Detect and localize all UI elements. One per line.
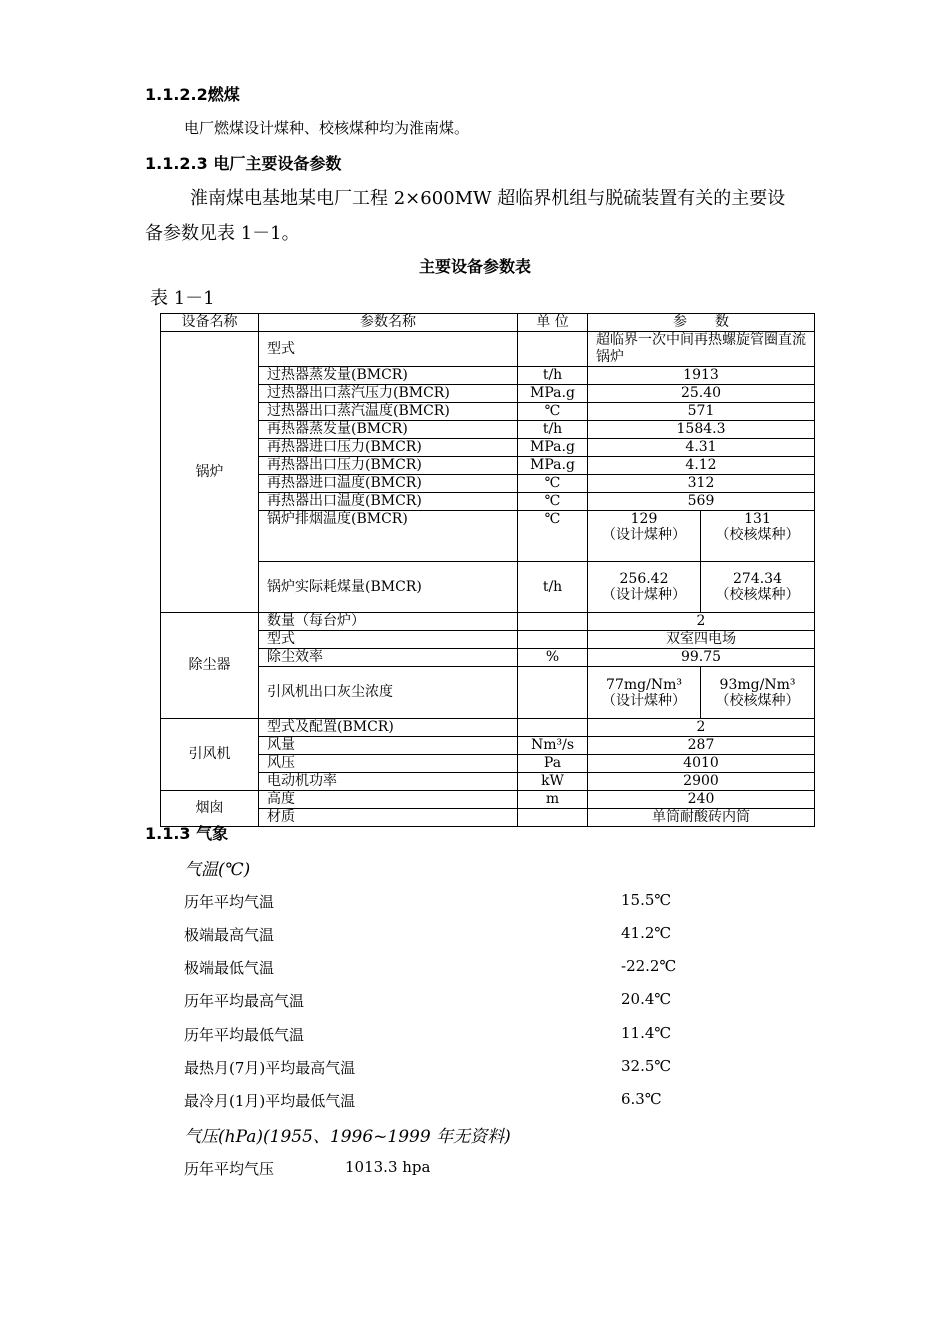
param-cell: 数量（每台炉） (259, 613, 518, 631)
unit-cell: ℃ (518, 493, 588, 511)
weather-value: 32.5℃ (621, 1057, 672, 1075)
table-row (161, 332, 815, 367)
param-cell: 型式 (259, 631, 518, 649)
value-note: （设计煤种） (602, 587, 686, 603)
param-cell: 除尘效率 (259, 649, 518, 667)
param-cell: 型式及配置(BMCR) (259, 719, 518, 737)
param-cell: 电动机功率 (259, 773, 518, 791)
value-note: （校核煤种） (715, 527, 800, 543)
unit-cell: MPa.g (518, 457, 588, 475)
unit-cell: MPa.g (518, 439, 588, 457)
unit-cell: kW (518, 773, 588, 791)
table-row (161, 667, 815, 719)
weather-value: 20.4℃ (621, 990, 672, 1008)
weather-label: 历年平均最高气温 (184, 992, 305, 1010)
param-cell: 引风机出口灰尘浓度 (259, 667, 518, 719)
value-cell-check (701, 562, 815, 613)
param-cell: 型式 (259, 332, 518, 367)
unit-cell: m (518, 791, 588, 809)
value-cell-design (588, 667, 701, 719)
table-row (161, 737, 815, 755)
value-cell-design (588, 562, 701, 613)
pressure-value: 1013.3 hpa (345, 1158, 431, 1176)
equipment-induced-fan: 引风机 (161, 719, 259, 791)
table-row (161, 649, 815, 667)
value-cell: 4.12 (588, 457, 815, 475)
value-cell: 2 (588, 613, 815, 631)
table-row (161, 403, 815, 421)
weather-value: 15.5℃ (621, 891, 672, 909)
unit-cell: ℃ (518, 511, 588, 562)
fuel-paragraph: 电厂燃煤设计煤种、校核煤种均为淮南煤。 (184, 119, 470, 137)
equipment-paragraph-line1: 淮南煤电基地某电厂工程 2×600MW 超临界机组与脱硫装置有关的主要设 (190, 188, 786, 209)
value-cell: 双室四电场 (588, 631, 815, 649)
table-row (161, 421, 815, 439)
table-row (161, 773, 815, 791)
param-cell: 再热器进口压力(BMCR) (259, 439, 518, 457)
pressure-label: 历年平均气压 (184, 1160, 275, 1178)
unit-cell: MPa.g (518, 385, 588, 403)
unit-cell (518, 613, 588, 631)
value-cell: 单筒耐酸砖内筒 (588, 809, 815, 827)
param-cell: 过热器蒸发量(BMCR) (259, 367, 518, 385)
value-cell-check (701, 667, 815, 719)
value-cell: 超临界一次中间再热螺旋管圈直流锅炉 (588, 332, 815, 367)
weather-label: 最冷月(1月)平均最低气温 (184, 1092, 356, 1110)
unit-cell (518, 719, 588, 737)
weather-label: 历年平均气温 (184, 893, 275, 911)
table-row (161, 631, 815, 649)
value-cell: 25.40 (588, 385, 815, 403)
unit-cell (518, 667, 588, 719)
value-note: （设计煤种） (602, 527, 686, 543)
value-cell: 569 (588, 493, 815, 511)
temperature-subheading: 气温(℃) (184, 860, 251, 880)
table-header-row (161, 314, 815, 332)
param-cell: 再热器进口温度(BMCR) (259, 475, 518, 493)
weather-label: 极端最高气温 (184, 926, 275, 944)
section-heading-equipment: 1.1.2.3 电厂主要设备参数 (145, 154, 342, 173)
table-number: 表 1－1 (150, 288, 215, 309)
table-title: 主要设备参数表 (418, 257, 531, 276)
table-row (161, 809, 815, 827)
table-row (161, 755, 815, 773)
unit-cell: Nm³/s (518, 737, 588, 755)
pressure-subheading: 气压(hPa)(1955、1996~1999 年无资料) (184, 1127, 511, 1147)
table-row (161, 385, 815, 403)
weather-label: 极端最低气温 (184, 959, 275, 977)
table-row (161, 511, 815, 562)
unit-cell (518, 631, 588, 649)
unit-cell: ℃ (518, 475, 588, 493)
param-cell: 风压 (259, 755, 518, 773)
value-cell: 2900 (588, 773, 815, 791)
weather-value: -22.2℃ (621, 957, 677, 975)
unit-cell (518, 332, 588, 367)
weather-value: 6.3℃ (621, 1090, 662, 1108)
header-value: 参 数 (588, 314, 815, 332)
unit-cell: Pa (518, 755, 588, 773)
value-cell: 1584.3 (588, 421, 815, 439)
value-cell-check (701, 511, 815, 562)
table-row (161, 475, 815, 493)
weather-label: 历年平均最低气温 (184, 1026, 305, 1044)
param-cell: 过热器出口蒸汽压力(BMCR) (259, 385, 518, 403)
header-equipment: 设备名称 (161, 314, 259, 332)
value-cell: 571 (588, 403, 815, 421)
table-row (161, 719, 815, 737)
param-cell: 材质 (259, 809, 518, 827)
value-cell-design (588, 511, 701, 562)
value-cell: 99.75 (588, 649, 815, 667)
param-cell: 锅炉实际耗煤量(BMCR) (259, 562, 518, 613)
equipment-boiler: 锅炉 (161, 332, 259, 613)
value-number: 256.42 (619, 571, 669, 587)
param-cell: 再热器出口温度(BMCR) (259, 493, 518, 511)
value-number: 274.34 (733, 571, 782, 587)
value-note: （设计煤种） (602, 692, 686, 709)
value-number: 131 (744, 511, 771, 527)
value-number: 93mg/Nm³ (719, 676, 796, 693)
table-row (161, 562, 815, 613)
equipment-dust-collector: 除尘器 (161, 613, 259, 719)
value-cell: 2 (588, 719, 815, 737)
header-param: 参数名称 (259, 314, 518, 332)
param-cell: 高度 (259, 791, 518, 809)
value-number: 77mg/Nm³ (606, 676, 682, 693)
param-cell: 过热器出口蒸汽温度(BMCR) (259, 403, 518, 421)
unit-cell: % (518, 649, 588, 667)
table-row (161, 493, 815, 511)
section-heading-fuel: 1.1.2.2燃煤 (145, 85, 240, 104)
table-row (161, 457, 815, 475)
equipment-parameter-table (160, 313, 815, 827)
weather-value: 11.4℃ (621, 1024, 672, 1042)
section-heading-weather: 1.1.3 气象 (145, 824, 229, 843)
param-cell: 再热器出口压力(BMCR) (259, 457, 518, 475)
equipment-chimney: 烟囱 (161, 791, 259, 827)
weather-label: 最热月(7月)平均最高气温 (184, 1059, 356, 1077)
table-row (161, 367, 815, 385)
table-row (161, 613, 815, 631)
value-cell: 240 (588, 791, 815, 809)
table-row (161, 439, 815, 457)
value-cell: 312 (588, 475, 815, 493)
param-cell: 风量 (259, 737, 518, 755)
table-row (161, 791, 815, 809)
param-cell: 再热器蒸发量(BMCR) (259, 421, 518, 439)
weather-value: 41.2℃ (621, 924, 672, 942)
value-cell: 287 (588, 737, 815, 755)
value-note: （校核煤种） (715, 587, 800, 603)
unit-cell: t/h (518, 421, 588, 439)
param-cell: 锅炉排烟温度(BMCR) (259, 511, 518, 562)
unit-cell: t/h (518, 562, 588, 613)
unit-cell: t/h (518, 367, 588, 385)
value-cell: 4.31 (588, 439, 815, 457)
equipment-paragraph-line2: 备参数见表 1－1。 (145, 223, 300, 244)
header-unit: 单 位 (518, 314, 588, 332)
value-cell: 1913 (588, 367, 815, 385)
unit-cell: ℃ (518, 403, 588, 421)
unit-cell (518, 809, 588, 827)
value-cell: 4010 (588, 755, 815, 773)
value-number: 129 (630, 511, 658, 527)
value-note: （校核煤种） (715, 692, 800, 709)
